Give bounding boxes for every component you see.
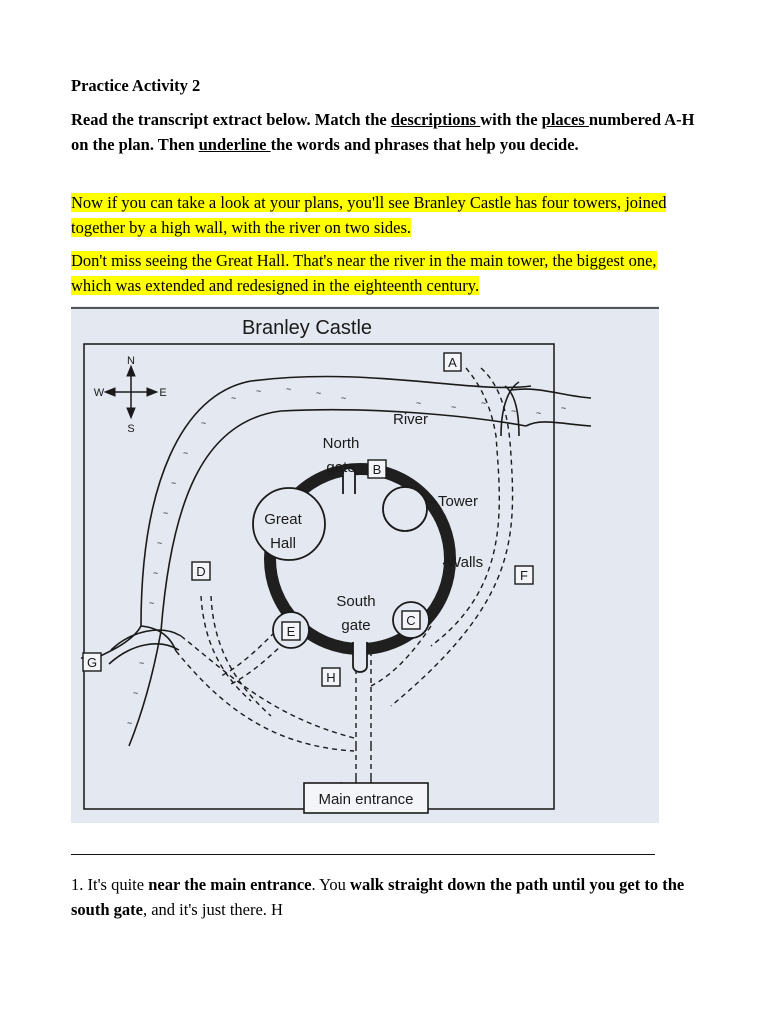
transcript-paragraph-1 [71,191,671,240]
letter-box-e [282,622,300,640]
underlined-underline: underline [198,134,271,154]
compass-west-label: W [93,387,105,399]
instructions-text-4: the words and phrases that help you decide. [270,134,579,154]
letter-c: C [406,613,416,628]
svg-text:~: ~ [139,658,145,668]
letter-d: D [196,564,206,579]
south-gate-label-line2: gate [341,617,371,634]
instructions-text-1: Read the transcript extract below. Match the [71,110,391,129]
svg-text:~: ~ [149,598,155,608]
instructions [71,108,711,157]
walls-label: Walls [447,554,484,571]
bridge-g [109,630,181,664]
letter-box-b [368,460,386,478]
letter-b: B [372,462,382,477]
letter-box-f [515,566,533,584]
answer-1-bold-2: walk straight down the path until you get to the south gate [71,875,685,919]
answer-1 [71,873,711,922]
svg-text:~: ~ [451,402,457,412]
letter-g: G [86,655,98,670]
svg-text:~: ~ [481,398,487,408]
river [81,377,591,746]
river-label: River [393,411,429,428]
letter-box-g [83,653,101,671]
svg-text:~: ~ [171,478,177,488]
underlined-descriptions: descriptions [390,110,481,129]
answer-1-bold-1: near the main entrance [148,875,312,894]
compass-east-label: E [159,387,167,399]
svg-text:~: ~ [316,388,322,398]
svg-text:~: ~ [163,508,169,518]
great-hall-label-line1: Great [264,511,302,528]
north-gate-label-line2: gate [326,459,356,476]
castle-plan-image [71,306,659,823]
answer-1-text-3: , and it's just there. H [142,899,283,919]
svg-text:~: ~ [256,386,262,396]
north-gate-label-line1: North [322,435,360,452]
letter-box-a [444,353,461,371]
svg-text:~: ~ [183,448,189,458]
svg-text:~: ~ [341,393,347,403]
highlighted-text: Now if you can take a look at your plans, you'll see Branley Castle has four towers, joined together by a high wall, with the river on two sides. [71,193,667,237]
svg-text:~: ~ [153,568,159,578]
tower-label: Tower [438,493,479,510]
letter-box-h [322,668,340,686]
south-gate [353,642,367,672]
svg-text:~: ~ [133,688,139,698]
letter-e: E [286,624,296,639]
south-gate-label-line1: South [336,593,376,610]
transcript-paragraph-2 [71,249,671,298]
plan-title: Branley Castle [241,317,373,339]
svg-text:~: ~ [286,384,292,394]
answer-divider [71,854,655,855]
letter-box-c [402,611,420,629]
main-entrance-label: Main entrance [318,791,414,808]
highlighted-text: Don't miss seeing the Great Hall. That's near the river in the main tower, the biggest one, which was extended and redesigned in the eighteenth century. [71,251,657,295]
instructions-text-2: with the [480,110,542,129]
svg-text:~: ~ [231,393,237,403]
compass-north-label: N [127,355,135,367]
svg-text:~: ~ [416,398,422,408]
answer-1-text-1: 1. It's quite [71,875,149,894]
svg-text:~: ~ [127,718,133,728]
castle-plan-svg [71,306,659,823]
svg-text:~: ~ [561,403,567,413]
instructions-text-3: numbered A-H on the plan. Then [71,110,695,154]
tower-northeast [383,487,427,531]
svg-text:~: ~ [511,406,517,416]
letter-a: A [448,355,457,370]
underlined-places: places [541,110,589,129]
svg-text:~: ~ [536,408,542,418]
compass-south-label: S [127,423,135,435]
letter-box-d [192,562,210,580]
answer-1-text-2: . You [311,875,351,894]
letter-f: F [520,568,528,583]
letter-h: H [326,670,336,685]
svg-text:~: ~ [157,538,163,548]
page-heading: Practice Activity 2 [71,76,201,95]
compass-icon [105,366,157,418]
svg-text:~: ~ [201,418,207,428]
great-hall-label-line2: Hall [270,535,296,552]
dashed-paths [176,368,513,776]
